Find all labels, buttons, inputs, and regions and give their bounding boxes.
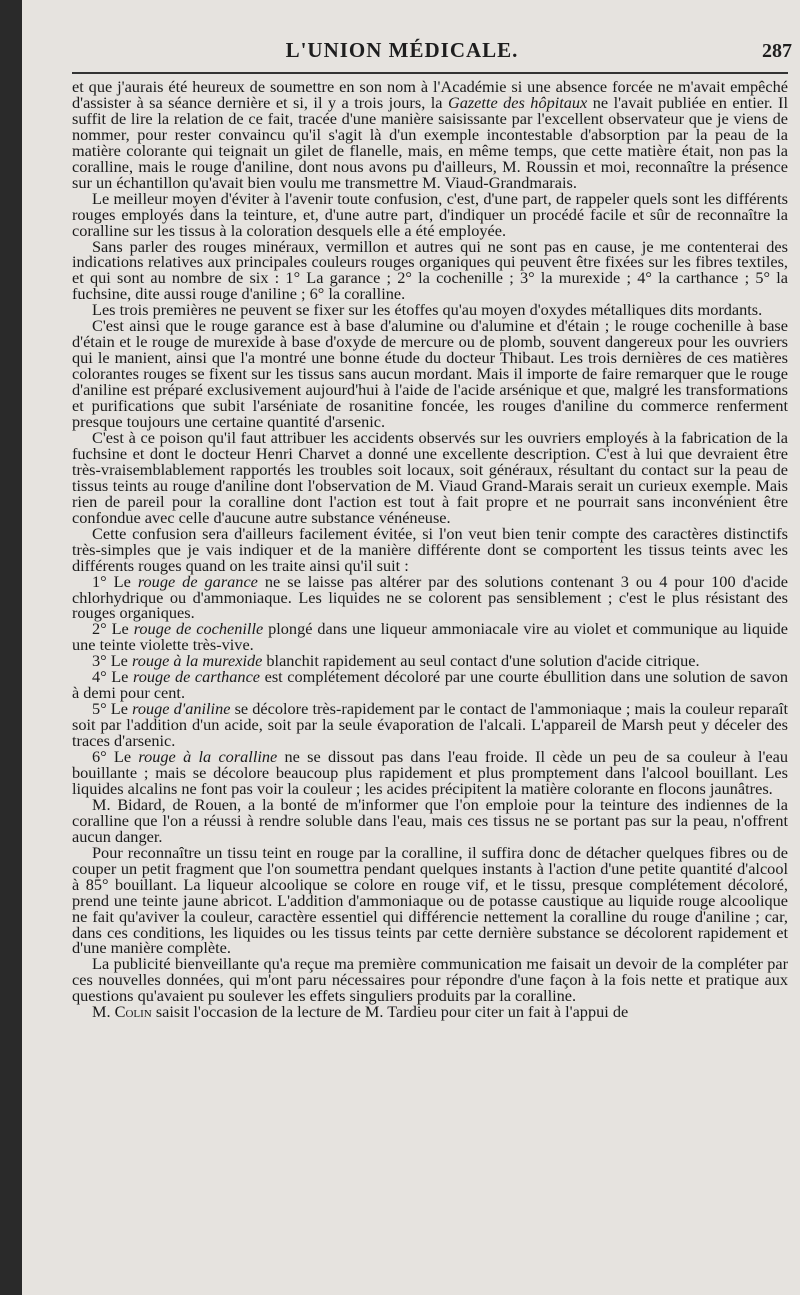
text-run: Sans parler des rouges minéraux, vermillon et autres qui ne sont pas en cause, je me contenterai des indications relatives aux principales couleurs rouges organiques qui peuvent être fixées sur les fibres textiles, et qui sont au nombre de six : 1° La garance ; 2° la cochenille ; 3° la murexide ; 4° la carthance ; 5° la fuchsine, dite aussi rouge d'aniline ; 6° la coralline. <box>72 236 788 304</box>
paragraph <box>72 427 788 527</box>
paragraph <box>72 571 788 623</box>
italic-term: rouge de cochenille <box>133 619 264 639</box>
article-body <box>72 79 788 1020</box>
text-run: Les trois premières ne peuvent se fixer sur les étoffes qu'au moyen d'oxydes métalliques dits mordants. <box>92 300 763 320</box>
page-number: 287 <box>762 40 792 62</box>
text-run: et que j'aurais été heureux de soumettre en son nom à l'Académie si une absence forcée ne m'avait empêché d'assister à sa séance dernière et si, il y a trois jours, la <box>72 77 788 112</box>
text-run: M. Bidard, de Rouen, a la bonté de m'informer que l'on emploie pour la teinture des indiennes de la coralline que l'on a réussi à rendre soluble dans l'eau, mais ces tissus ne se portant pas sur la peau, n'offrent aucun danger. <box>72 794 788 846</box>
text-run: Cette confusion sera d'ailleurs facilement évitée, si l'on veut bien tenir compte des caractères distinctifs très-simples que je vais indiquer et de la manière différente dont se comportent les tissus teints avec les différents rouges quand on les traite ainsi qu'il suit : <box>72 523 788 575</box>
paragraph <box>72 956 788 1004</box>
page <box>22 0 800 1295</box>
italic-term: rouge à la murexide <box>131 651 263 671</box>
page-header <box>72 38 792 72</box>
paragraph <box>72 236 788 304</box>
paragraph <box>72 79 788 191</box>
italic-term: Gazette des hôpitaux <box>447 92 588 112</box>
paragraph <box>72 318 788 430</box>
text-run: blanchit rapidement au seul contact d'une solution d'acide citrique. <box>262 651 700 671</box>
paragraph <box>72 523 788 575</box>
italic-term: rouge de carthance <box>133 667 261 687</box>
text-run: saisit l'occasion de la lecture de M. Tardieu pour citer un fait à l'appui de <box>151 1002 629 1022</box>
paragraph <box>72 188 788 240</box>
text-run: 2° Le <box>92 619 134 639</box>
paragraph <box>72 669 788 701</box>
text-run: 1° Le <box>92 571 138 591</box>
text-run: ne se dissout pas dans l'eau froide. Il cède un peu de sa couleur à l'eau bouillante ; mais se décolore beaucoup plus rapidement et plus promptement dans l'alcool bouillant. Les liquides alcalins ne font pas voir la couleur ; les acides précipitent la matière colorante en flocons jaunâtres. <box>72 747 788 798</box>
text-run: ne se laisse pas altérer par des solutions contenant 3 ou 4 pour 100 d'acide chlorhydrique ou d'ammoniaque. Les liquides ne se colorent pas sensiblement ; c'est le plus résistant des rouges organiques. <box>72 571 788 623</box>
text-run: 5° Le <box>92 699 133 719</box>
text-run: plongé dans une liqueur ammoniacale vire au violet et communique au liquide une teinte violette très-vive. <box>72 619 789 655</box>
text-run: 4° Le <box>92 667 133 687</box>
paragraph <box>72 1004 788 1020</box>
text-run: est complétement décoloré par une courte ébullition dans une solution de savon à demi pour cent. <box>72 667 788 703</box>
text-run: 6° Le <box>92 747 139 767</box>
paragraph <box>72 842 788 958</box>
text-run: Le meilleur moyen d'éviter à l'avenir toute confusion, c'est, d'une part, de rappeler quels sont les différents rouges employés dans la teinture, et, d'une autre part, d'indiquer un procédé facile et sûr de reconnaître la coralline sur les tissus à la coloration desquels elle a été employée. <box>72 188 788 240</box>
text-run: se décolore très-rapidement par le contact de l'ammoniaque ; mais la couleur reparaît soit par l'addition d'un acide, soit par la seule évaporation de l'alcali. L'appareil de Marsh peut y déceler des traces d'arsenic. <box>72 699 788 751</box>
text-run: C'est ainsi que le rouge garance est à base d'alumine ou d'alumine et d'étain ; le rouge cochenille à base d'étain et le rouge de murexide à base d'oxyde de mercure ou de plomb, souvent dangereux pour les ouvriers qui le manient, ainsi que l'a montré une bonne étude du docteur Thibaut. Les trois dernières de ces matières colorantes rouges se fixent sur les tissus sans aucun mordant. Mais il importe de faire remarquer que le rouge d'aniline est préparé exclusivement aujourd'hui à l'aide de l'acide arsénique et que, malgré les transformations et purifications que subit l'arséniate de rosanitine foncée, les rouges d'aniline du commerce renferment presque toujours une certaine quantité d'arsenic. <box>72 316 788 432</box>
text-run: La publicité bienveillante qu'a reçue ma première communication me faisait un devoir de la compléter par ces nouvelles données, qui m'ont paru nécessaires pour répondre d'une façon à la fois nette et pratique aux questions qu'avaient pu soulever les effets singuliers produits par la coralline. <box>72 954 788 1006</box>
speaker-name: Colin <box>114 1002 152 1022</box>
italic-term: rouge de garance <box>137 571 258 591</box>
header-rule <box>72 72 788 74</box>
text-run: M. <box>92 1002 115 1022</box>
paragraph <box>72 794 788 846</box>
paragraph <box>72 701 788 749</box>
paragraph <box>72 749 788 797</box>
text-run: Pour reconnaître un tissu teint en rouge par la coralline, il suffira donc de détacher quelques fibres ou de couper un petit fragment que l'on soumettra pendant quelques instants à l'action d'une petite quantité d'alcool à 85° bouillant. La liqueur alcoolique se colore en rouge vif, et le tissu, presque complétement décoloré, prend une teinte jaune abricot. L'addition d'ammoniaque ou de potasse caustique au liquide rouge alcoolique ne fait qu'aviver la couleur, caractère essentiel qui différencie nettement la coralline du rouge d'aniline ; car, dans ces conditions, les liquides ou les tissus teints par cette dernière substance se décolorent rapidement et d'une manière complète. <box>72 842 788 958</box>
text-run: 3° Le <box>92 651 132 671</box>
italic-term: rouge à la coralline <box>138 747 278 767</box>
paragraph <box>72 621 788 653</box>
text-run: C'est à ce poison qu'il faut attribuer les accidents observés sur les ouvriers employés à la fabrication de la fuchsine et dont le docteur Henri Charvet a donné une excellente description. C'est à lui que devraient être très-vraisemblablement rapportés les troubles soit locaux, soit généraux, résultant du contact sur la peau de tissus teints au rouge d'aniline dont l'observation de M. Viaud Grand-Marais serait un curieux exemple. Mais rien de pareil pour la coralline dont l'action est tout à fait propre et ne pourrait sans inconvénient être confondue avec celle d'aucune autre substance vénéneuse. <box>72 427 788 527</box>
running-title: L'UNION MÉDICALE. <box>285 38 519 62</box>
text-run: ne l'avait publiée en entier. Il suffit de lire la relation de ce fait, tracée d'une manière saisissante par l'excellent observateur que je viens de nommer, pour rester convaincu qu'il s'agit là d'un exemple incontestable d'absorption par la peau de la matière colorante qui teignait un gilet de flanelle, mais, en même temps, que cette matière était, non pas la coralline, mais le rouge d'aniline, dont nous avons pu d'ailleurs, M. Roussin et moi, reconnaître la présence sur un échantillon qu'avait bien voulu me transmettre M. Viaud-Grandmarais. <box>72 92 788 192</box>
italic-term: rouge d'aniline <box>132 699 231 719</box>
